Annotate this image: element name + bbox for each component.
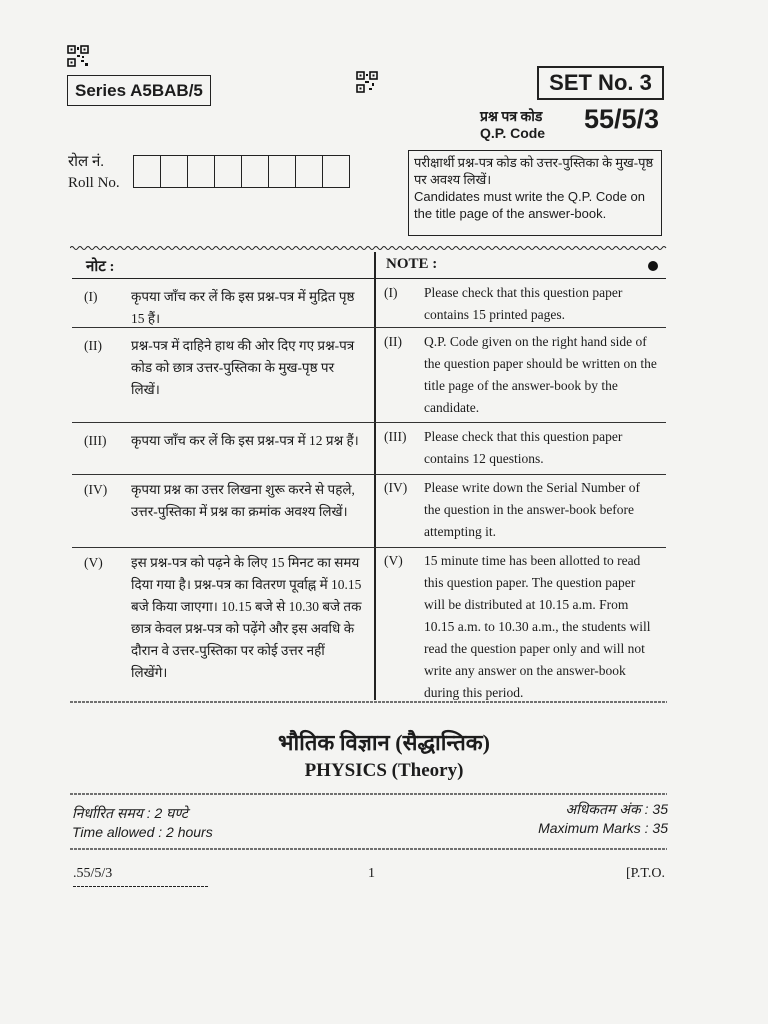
roll-no-box[interactable] (269, 155, 296, 188)
maximum-marks: Maximum Marks : 35 (538, 820, 668, 836)
please-turn-over: [P.T.O. (626, 866, 666, 881)
note-text-english: Please write down the Serial Number of the question in the answer-book before attempting it. (424, 480, 640, 539)
note-number-english: (II) (384, 334, 402, 349)
note-row (72, 475, 666, 548)
note-number-english: (I) (384, 285, 398, 300)
note-row (72, 328, 666, 423)
note-number-hindi: (V) (84, 555, 103, 570)
notes-table (72, 252, 666, 704)
note-text-hindi: कृपया प्रश्न का उत्तर लिखना शुरू करने से पहले, उत्तर-पुस्तिका में प्रश्न का क्रमांक अवश्य लिखें। (131, 482, 355, 519)
wavy-divider (70, 699, 667, 705)
qp-code-label: Q.P. Code (480, 125, 546, 141)
note-row (72, 548, 666, 704)
note-text-english: Please check that this question paper contains 12 questions. (424, 429, 623, 466)
note-text-english: Q.P. Code given on the right hand side of the question paper should be written on the title page of the answer-book by the candidate. (424, 334, 657, 415)
roll-no-box[interactable] (242, 155, 269, 188)
roll-no-label: Roll No. (68, 175, 120, 191)
qp-code: 55/5/3 (584, 104, 660, 134)
notes-heading-hindi: नोट : (86, 259, 115, 275)
note-number-hindi: (II) (84, 338, 102, 353)
note-row (72, 279, 666, 328)
wavy-divider (70, 846, 667, 852)
qp-code-label-hindi: प्रश्न पत्र कोड (480, 110, 543, 125)
subject-title: PHYSICS (Theory) (304, 760, 464, 781)
note-number-hindi: (IV) (84, 482, 108, 497)
bullet-icon (648, 261, 658, 271)
footer-code: .55/5/3 (73, 866, 113, 881)
roll-no-label-hindi: रोल नं. (68, 154, 105, 170)
note-number-hindi: (III) (84, 433, 107, 448)
note-number-english: (V) (384, 553, 403, 568)
roll-no-box[interactable] (215, 155, 242, 188)
note-row (72, 423, 666, 475)
roll-no-boxes (133, 155, 350, 188)
candidate-notice-hindi: परीक्षार्थी प्रश्न-पत्र कोड को उत्तर-पुस्तिका के मुख-पृष्ठ पर अवश्य लिखें। (414, 155, 654, 187)
roll-no-box[interactable] (188, 155, 215, 188)
wavy-divider (70, 791, 667, 797)
candidate-notice (408, 150, 662, 236)
note-text-english: Please check that this question paper contains 15 printed pages. (424, 285, 623, 322)
roll-no-box[interactable] (296, 155, 323, 188)
candidate-notice-english: Candidates must write the Q.P. Code on the title page of the answer-book. (414, 189, 645, 221)
time-allowed-hindi: निर्धारित समय : 2 घण्टे (72, 805, 188, 821)
notes-header (72, 252, 666, 279)
note-number-english: (IV) (384, 480, 408, 495)
note-text-hindi: कृपया जाँच कर लें कि इस प्रश्न-पत्र में 12 प्रश्न हैं। (131, 433, 359, 448)
wavy-divider (70, 245, 667, 251)
roll-no-box[interactable] (161, 155, 188, 188)
qr-code-icon (356, 71, 378, 93)
time-allowed: Time allowed : 2 hours (72, 824, 213, 840)
qr-code-icon (67, 45, 89, 67)
note-text-hindi: कृपया जाँच कर लें कि इस प्रश्न-पत्र में मुद्रित पृष्ठ 15 हैं। (131, 289, 355, 326)
series-label: Series A5BAB/5 (67, 75, 211, 106)
roll-no-box[interactable] (323, 155, 350, 188)
note-text-hindi: प्रश्न-पत्र में दाहिने हाथ की ओर दिए गए प्रश्न-पत्र कोड को छात्र उत्तर-पुस्तिका के मुख-पृष्ठ पर लिखें। (131, 338, 355, 397)
page-number: 1 (368, 866, 375, 881)
note-text-english: 15 minute time has been allotted to read this question paper. The question paper will be distributed at 10.15 a.m. From 10.15 a.m. to 10.30 a.m., the students will read the question paper only and will not write any answer on the answer-book during this period. (424, 553, 651, 700)
footer-underline (73, 884, 208, 889)
set-number: SET No. 3 (537, 66, 664, 100)
maximum-marks-hindi: अधिकतम अंक : 35 (565, 801, 668, 817)
note-number-hindi: (I) (84, 289, 98, 304)
subject-title-hindi: भौतिक विज्ञान (सैद्धान्तिक) (278, 730, 490, 755)
roll-no-box[interactable] (134, 155, 161, 188)
note-text-hindi: इस प्रश्न-पत्र को पढ़ने के लिए 15 मिनट का समय दिया गया है। प्रश्न-पत्र का वितरण पूर्वाह्न में 10.15 बजे किया जाएगा। 10.15 बजे से 10.30 बजे तक छात्र केवल प्रश्न-पत्र को पढ़ेंगे और इस अवधि के दौरान वे उत्तर-पुस्तिका पर कोई उत्तर नहीं लिखेंगे। (131, 555, 362, 680)
notes-heading-english: NOTE : (386, 256, 438, 272)
note-number-english: (III) (384, 429, 407, 444)
